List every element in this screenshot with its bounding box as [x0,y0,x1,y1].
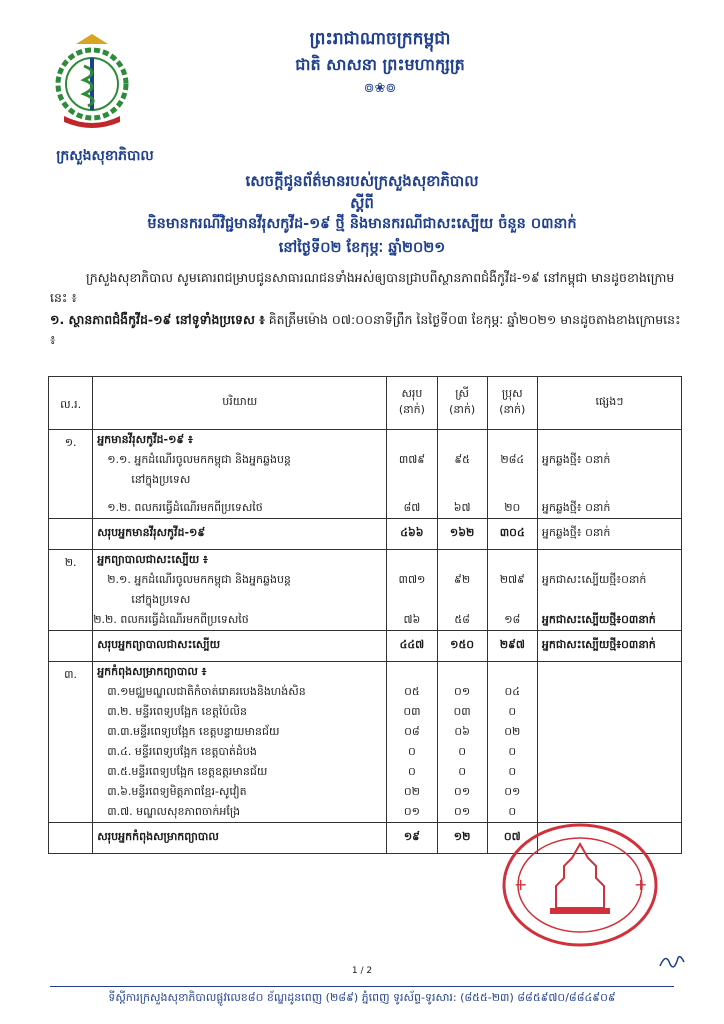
group-1-title: អ្នកមានវីរុសកូវីដ-១៩ ៖ [97,433,193,446]
title-line-2: ស្តីពី [350,194,374,212]
g1-r2-male: ២០ [504,501,521,514]
g3-row-label: ៣.៤. មន្ទីរពេទ្យបង្អែក ខេត្តបាត់ដំបង [107,745,257,758]
table-header-row [49,377,682,430]
nation-motto: ជាតិ សាសនា ព្រះមហាក្សត្រ [295,55,465,74]
g3-row-male: ០៤ [504,685,521,698]
g3-row-male: ០២ [504,725,521,738]
header-female-label: ស្រី [455,387,469,400]
header-female-unit: (នាក់) [449,403,476,416]
g3-row-female: ០១ [454,805,471,818]
title-line-4: នៅថ្ងៃទី០២ ខែកុម្ភៈ ឆ្នាំ២០២១ [278,240,446,256]
g3-row-male: ០ [508,745,517,758]
group-2-total [387,550,437,631]
g3-row-total: ០២ [403,785,420,798]
g1-sum-female: ១៦២ [437,519,487,550]
g1-r2-other: អ្នកឆ្លងថ្មី៖ ០នាក់ [541,501,611,514]
footer-address: ទីស្តីការក្រសួងសុខាភិបាលផ្លូវលេខ៨០ ខ័ណ្ឌដូនពេញ (២៨៩) ភ្នំពេញ ទូរស័ព្ទ-ទូរសារ: (៨៥៥-២៣) ៨៨៥៩៧០/៨៨៤៩០៩ [50,986,674,1007]
g3-row-total: ០៥ [404,685,420,698]
g1-sum-total: ៤៦៦ [387,519,437,550]
header-female [437,377,487,430]
g3-sum-female: ១២ [437,823,487,854]
g3-row-total: ០៨ [404,725,420,738]
g2-r2-female: ៥៨ [454,613,470,626]
title-line-3: មិនមានករណីវិជ្ជមានវីរុសកូវីដ-១៩ ថ្មី និងមានករណីជាសះស្បើយ ចំនួន ០៣នាក់ [147,216,577,232]
ministry-logo [40,30,144,134]
g1-r1-female: ៩៥ [454,453,470,466]
group-2-row [49,550,682,631]
ministry-name: ក្រសួងសុខាភិបាល [56,148,154,164]
g2-r1-label-1: ២.១. អ្នកដំណើរចូលមកកម្ពុជា និងអ្នកឆ្លងបន្ត [107,573,291,586]
g3-row-female: ០៦ [454,725,470,738]
group-1-total [387,430,437,519]
official-stamp [500,820,660,950]
group-3-title: អ្នកកំពុងសម្រាកព្យាបាល ៖ [97,665,207,678]
group-2-no: ២. [49,550,93,631]
g3-row-total: ០ [408,765,416,778]
g3-row-total: ០ [408,745,416,758]
g3-row-label: ៣.៥.មន្ទីរពេទ្យបង្អែក ខេត្តឧត្តរមានជ័យ [107,765,268,778]
g1-r1-other: អ្នកឆ្លងថ្មី៖ ០នាក់ [541,453,611,466]
g1-r1-male: ២៨៤ [500,453,525,466]
group-2-desc [93,550,387,631]
g3-row-male: ០ [508,705,517,718]
g3-row-label: ៣.៧. មណ្ឌលសុខភាពចាក់អង្រែ [107,805,241,818]
g3-sum-male: ០៧ [487,823,537,854]
g2-sum-label: សរុបអ្នកព្យាបាលជាសះស្បើយ [93,631,387,662]
g1-r1-total: ៣៧៩ [398,453,426,466]
header-male-label: ប្រុស [501,387,523,400]
g1-r2-female: ៦៧ [453,501,471,514]
g3-row-female: ០ [458,745,466,758]
g1-sum-label: សរុបអ្នកមានវីរុសកូវីដ-១៩ [93,519,387,550]
group-1-desc [93,430,387,519]
header-total-unit: (នាក់) [398,403,425,416]
g3-row-label: ៣.៣.មន្ទីរពេទ្យបង្អែក ខេត្តបន្ទាយមានជ័យ [107,725,280,738]
signature [656,950,686,974]
g3-row-label: ៣.៦.មន្ទីរពេទ្យមិត្តភាពខ្មែរ-សូវៀត [107,785,247,798]
svg-text:+: + [634,875,648,894]
g2-r2-male: ១៨ [504,613,521,626]
g3-row-label: ៣.១មជ្ឈមណ្ឌលជាតិកំចាត់រោគរបេងនិងហង់សិន [107,685,306,698]
group-3-row [49,662,682,823]
g3-row-female: ០ [458,765,466,778]
g2-sum-total: ៤៤៧ [387,631,437,662]
header-other: ផ្សេងៗ [537,377,681,430]
group-1-male [487,430,537,519]
group-2-title: អ្នកព្យាបាលជាសះស្បើយ ៖ [97,553,208,566]
section-1-heading: ១. ស្ថានភាពជំងឺកូវីដ-១៩ នៅទូទាំងប្រទេស ៖ [50,312,265,327]
intro-paragraph [50,268,690,308]
group-3-no: ៣. [49,662,93,823]
group-1-sum-row [49,519,682,550]
section-1-text: គិតត្រឹមម៉ោង ០៧:០០នាទីព្រឹក នៃថ្ងៃទី០៣ ខែកុម្ភៈ ឆ្នាំ២០២១ មានដូចតាងខាងក្រោមនេះ ៖ [50,312,681,347]
header-desc: បរិយាយ [93,377,387,430]
group-1-female [437,430,487,519]
g2-r1-label-2: នៅក្នុងប្រទេស [131,593,191,606]
ornament: ៙❀៙ [363,81,397,96]
group-2-female [437,550,487,631]
g3-sum-total: ១៩ [387,823,437,854]
group-3-desc [93,662,387,823]
svg-text:+: + [514,875,528,894]
g3-row-male: ០ [508,805,517,818]
title-line-1: សេចក្តីជូនព័ត៌មានរបស់ក្រសួងសុខាភិបាល [245,172,479,190]
g1-r1-label-1: ១.១. អ្នកដំណើរចូលមកកម្ពុជា និងអ្នកឆ្លងបន្ត [107,453,291,466]
g2-r2-other: អ្នកជាសះស្បើយថ្មី៖០៣នាក់ [541,613,656,626]
group-3-male [487,662,537,823]
g1-r2-label: ១.២. ពលករធ្វើដំណើរមកពីប្រទេសថៃ [107,501,263,514]
group-1-no: ១. [49,430,93,519]
kingdom-heading: ព្រះរាជាណាចក្រកម្ពុជា [309,29,451,49]
intro-text: ក្រសួងសុខាភិបាល សូមគោរពជម្រាបជូនសាធារណជនទាំងអស់ឲ្យបានជ្រាបពីស្ថានភាពជំងឺកូវីដ-១៩ នៅកម្ពុជា មានដូចខាងក្រោមនេះ ៖ [50,270,675,305]
g1-sum-male: ៣០៤ [487,519,537,550]
g1-r2-total: ៨៧ [403,501,421,514]
header-no: ល.រ. [49,377,93,430]
header-male-unit: (នាក់) [499,403,526,416]
section-1 [50,310,690,350]
g3-row-total: ០១ [403,805,420,818]
g2-r2-label: ២.២. ពលករធ្វើដំណើរមកពីប្រទេសថៃ [93,613,249,626]
g2-r1-total: ៣៧១ [398,573,426,586]
header-male [487,377,537,430]
g3-row-female: ០១ [454,685,471,698]
page-number: 1 / 2 [351,966,373,976]
g2-r1-male: ២៧៩ [499,573,525,586]
g3-row-total: ០៣ [403,705,421,718]
g2-sum-female: ១៥០ [437,631,487,662]
group-3-female [437,662,487,823]
group-1-other [537,430,681,519]
g3-row-label: ៣.២. មន្ទីរពេទ្យបង្អែក ខេត្តប៉ៃលិន [107,705,247,718]
header-total-label: សរុប [401,387,423,400]
group-2-other [537,550,681,631]
g2-r1-other: អ្នកជាសះស្បើយថ្មី៖០នាក់ [541,573,647,586]
group-2-male [487,550,537,631]
g1-sum-other: អ្នកឆ្លងថ្មី៖ ០នាក់ [537,519,681,550]
group-3-other [537,662,681,823]
g3-row-male: ០១ [504,785,521,798]
g3-row-male: ០ [508,765,517,778]
g3-sum-label: សរុបអ្នកកំពុងសម្រាកព្យាបាល [93,823,387,854]
g2-r1-female: ៩២ [454,573,471,586]
group-1-row [49,430,682,519]
header-total [387,377,437,430]
covid-table [48,376,682,854]
group-3-total [387,662,437,823]
g1-r1-label-2: នៅក្នុងប្រទេស [131,473,191,486]
g3-row-female: ០៣ [453,705,471,718]
g2-r2-total: ៧៦ [403,613,421,626]
group-2-sum-row [49,631,682,662]
g2-sum-male: ២៩៧ [487,631,537,662]
g2-sum-other: អ្នកជាសះស្បើយថ្មី៖០៣នាក់ [537,631,681,662]
g3-row-female: ០១ [454,785,471,798]
